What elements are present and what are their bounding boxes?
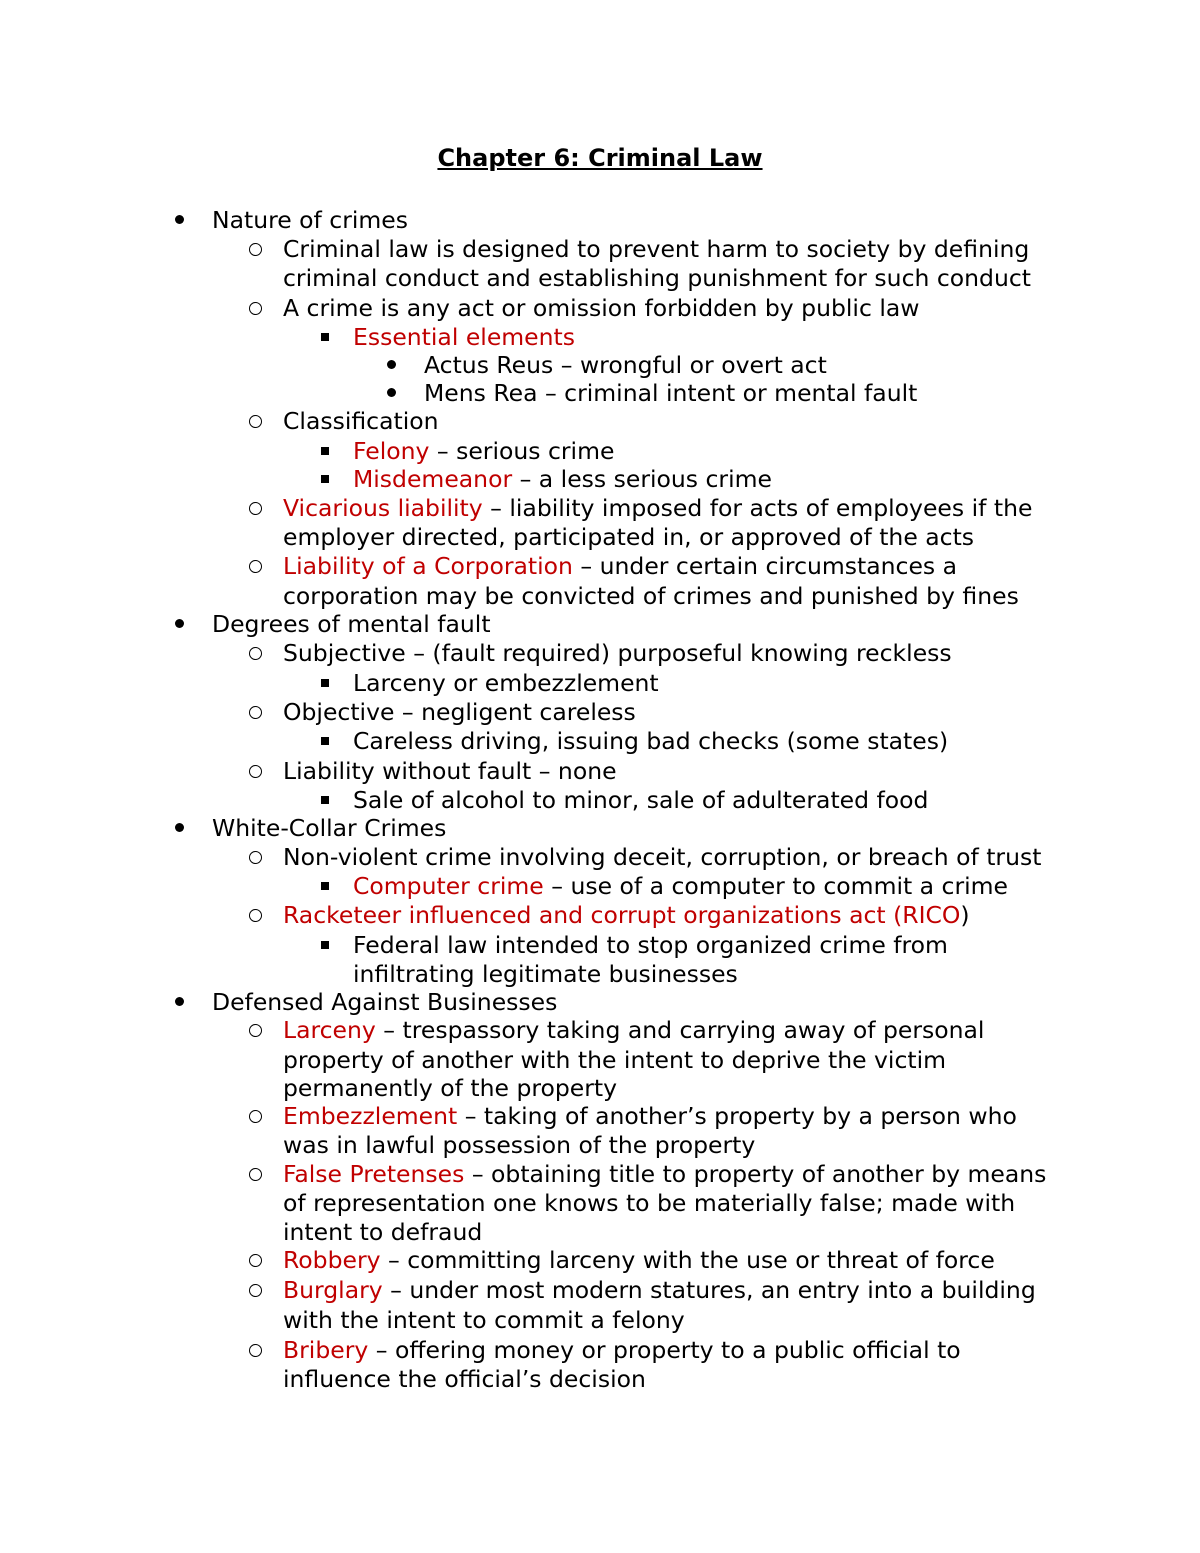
bullet-circle-icon — [249, 765, 262, 778]
bullet-disc-icon — [387, 388, 396, 397]
highlighted-term: Burglary — [283, 1276, 383, 1304]
bullet-circle-icon — [249, 502, 262, 515]
outline-item-level-1 — [283, 1245, 995, 1275]
highlighted-term: Racketeer influenced and corrupt organizations act (RICO — [283, 901, 961, 929]
item-text: ) — [960, 901, 970, 929]
item-text: was in lawful possession of the property — [283, 1131, 756, 1159]
outline-item-level-1 — [283, 1015, 984, 1045]
item-text: infiltrating legitimate businesses — [353, 960, 738, 988]
item-text: intent to defraud — [283, 1218, 483, 1246]
item-text: Degrees of mental fault — [212, 610, 491, 638]
item-text: Nature of crimes — [212, 206, 408, 234]
bullet-circle-icon — [249, 1110, 262, 1123]
outline-item-level-1 — [283, 234, 1029, 264]
outline-line-continuation — [283, 522, 974, 552]
item-text: Objective – negligent careless — [283, 698, 636, 726]
outline-line-continuation — [353, 959, 738, 989]
item-text: – obtaining title to property of another by means — [464, 1160, 1047, 1188]
item-text: – liability imposed for acts of employees if the — [482, 494, 1033, 522]
item-text: – a less serious crime — [512, 465, 772, 493]
outline-item-level-0 — [212, 609, 491, 639]
outline-item-level-2 — [353, 436, 614, 466]
highlighted-term: Embezzlement — [283, 1102, 458, 1130]
outline-item-level-1 — [283, 293, 920, 323]
item-text: – use of a computer to commit a crime — [543, 872, 1009, 900]
outline-item-level-1 — [283, 1159, 1046, 1189]
outline-item-level-2 — [353, 785, 928, 815]
bullet-circle-icon — [249, 1284, 262, 1297]
highlighted-term: Bribery — [283, 1336, 369, 1364]
bullet-circle-icon — [249, 1024, 262, 1037]
outline-item-level-2 — [353, 464, 772, 494]
outline-item-level-3 — [424, 350, 827, 380]
outline-item-level-2 — [353, 668, 659, 698]
outline-item-level-2 — [353, 871, 1008, 901]
item-text: of representation one knows to be materially false; made with — [283, 1189, 1016, 1217]
bullet-disc-icon — [175, 215, 184, 224]
item-text: employer directed, participated in, or approved of the acts — [283, 523, 975, 551]
item-text: – under most modern statures, an entry into a building — [382, 1276, 1036, 1304]
highlighted-term: Vicarious liability — [283, 494, 483, 522]
item-text: Criminal law is designed to prevent harm to society by defining — [283, 235, 1030, 263]
outline-item-level-1 — [283, 697, 636, 727]
item-text: criminal conduct and establishing punishment for such conduct — [283, 264, 1031, 292]
outline-item-level-2 — [353, 322, 575, 352]
item-text: A crime is any act or omission forbidden by public law — [283, 294, 920, 322]
outline-line-continuation — [283, 1364, 646, 1394]
item-text: corporation may be convicted of crimes and punished by fines — [283, 582, 1019, 610]
outline-line-continuation — [283, 1305, 685, 1335]
outline-item-level-1 — [283, 638, 952, 668]
bullet-square-icon — [321, 679, 329, 687]
item-text: – committing larceny with the use or threat of force — [380, 1246, 995, 1274]
bullet-circle-icon — [249, 560, 262, 573]
item-text: property of another with the intent to deprive the victim — [283, 1046, 947, 1074]
item-text: Mens Rea – criminal intent or mental fault — [424, 379, 918, 407]
outline-item-level-1 — [283, 493, 1032, 523]
bullet-square-icon — [321, 447, 329, 455]
bullet-disc-icon — [387, 360, 396, 369]
outline-line-continuation — [283, 581, 1019, 611]
outline-item-level-2 — [353, 930, 948, 960]
bullet-square-icon — [321, 882, 329, 890]
item-text: – trespassory taking and carrying away of personal — [375, 1016, 985, 1044]
outline-item-level-1 — [283, 1275, 1036, 1305]
outline-line-continuation — [283, 1045, 946, 1075]
bullet-circle-icon — [249, 909, 262, 922]
item-text: Subjective – (fault required) purposeful knowing reckless — [283, 639, 952, 667]
item-text: – serious crime — [429, 437, 615, 465]
item-text: Liability without fault – none — [283, 757, 617, 785]
bullet-circle-icon — [249, 243, 262, 256]
highlighted-term: Computer crime — [353, 872, 544, 900]
outline-item-level-0 — [212, 813, 446, 843]
outline-item-level-1 — [283, 551, 957, 581]
item-text: Defensed Against Businesses — [212, 988, 558, 1016]
bullet-square-icon — [321, 941, 329, 949]
item-text: White-Collar Crimes — [212, 814, 447, 842]
highlighted-term: Larceny — [283, 1016, 376, 1044]
bullet-disc-icon — [175, 997, 184, 1006]
item-text: permanently of the property — [283, 1074, 618, 1102]
highlighted-term: False Pretenses — [283, 1160, 465, 1188]
item-text: influence the official’s decision — [283, 1365, 646, 1393]
item-text: with the intent to commit a felony — [283, 1306, 685, 1334]
outline-line-continuation — [283, 263, 1031, 293]
outline-line-continuation — [283, 1130, 755, 1160]
item-text: Federal law intended to stop organized crime from — [353, 931, 948, 959]
outline-item-level-0 — [212, 987, 557, 1017]
bullet-square-icon — [321, 333, 329, 341]
highlighted-term: Essential elements — [353, 323, 575, 351]
outline-item-level-1 — [283, 1335, 961, 1365]
item-text: Actus Reus – wrongful or overt act — [424, 351, 827, 379]
highlighted-term: Liability of a Corporation — [283, 552, 573, 580]
bullet-square-icon — [321, 737, 329, 745]
item-text: – offering money or property to a public official to — [368, 1336, 961, 1364]
bullet-circle-icon — [249, 1168, 262, 1181]
highlighted-term: Misdemeanor — [353, 465, 513, 493]
outline-item-level-1 — [283, 842, 1041, 872]
item-text: Sale of alcohol to minor, sale of adulterated food — [353, 786, 929, 814]
page-title: Chapter 6: Criminal Law — [437, 144, 763, 172]
outline-item-level-3 — [424, 378, 917, 408]
outline-item-level-1 — [283, 1101, 1017, 1131]
bullet-circle-icon — [249, 647, 262, 660]
item-text: Classification — [283, 407, 439, 435]
outline-item-level-1 — [283, 406, 439, 436]
outline-item-level-0 — [212, 205, 408, 235]
outline-item-level-2 — [353, 726, 948, 756]
item-text: Larceny or embezzlement — [353, 669, 659, 697]
item-text: – under certain circumstances a — [572, 552, 958, 580]
bullet-circle-icon — [249, 851, 262, 864]
bullet-square-icon — [321, 475, 329, 483]
bullet-disc-icon — [175, 823, 184, 832]
highlighted-term: Robbery — [283, 1246, 381, 1274]
item-text: Non-violent crime involving deceit, corruption, or breach of trust — [283, 843, 1042, 871]
outline-line-continuation — [283, 1217, 482, 1247]
bullet-circle-icon — [249, 1344, 262, 1357]
item-text: – taking of another’s property by a person who — [457, 1102, 1017, 1130]
bullet-circle-icon — [249, 706, 262, 719]
bullet-square-icon — [321, 796, 329, 804]
bullet-circle-icon — [249, 415, 262, 428]
outline-item-level-1 — [283, 900, 970, 930]
bullet-disc-icon — [175, 619, 184, 628]
outline-item-level-1 — [283, 756, 617, 786]
bullet-circle-icon — [249, 302, 262, 315]
bullet-circle-icon — [249, 1254, 262, 1267]
outline-line-continuation — [283, 1188, 1015, 1218]
highlighted-term: Felony — [353, 437, 430, 465]
outline-line-continuation — [283, 1073, 617, 1103]
item-text: Careless driving, issuing bad checks (some states) — [353, 727, 949, 755]
